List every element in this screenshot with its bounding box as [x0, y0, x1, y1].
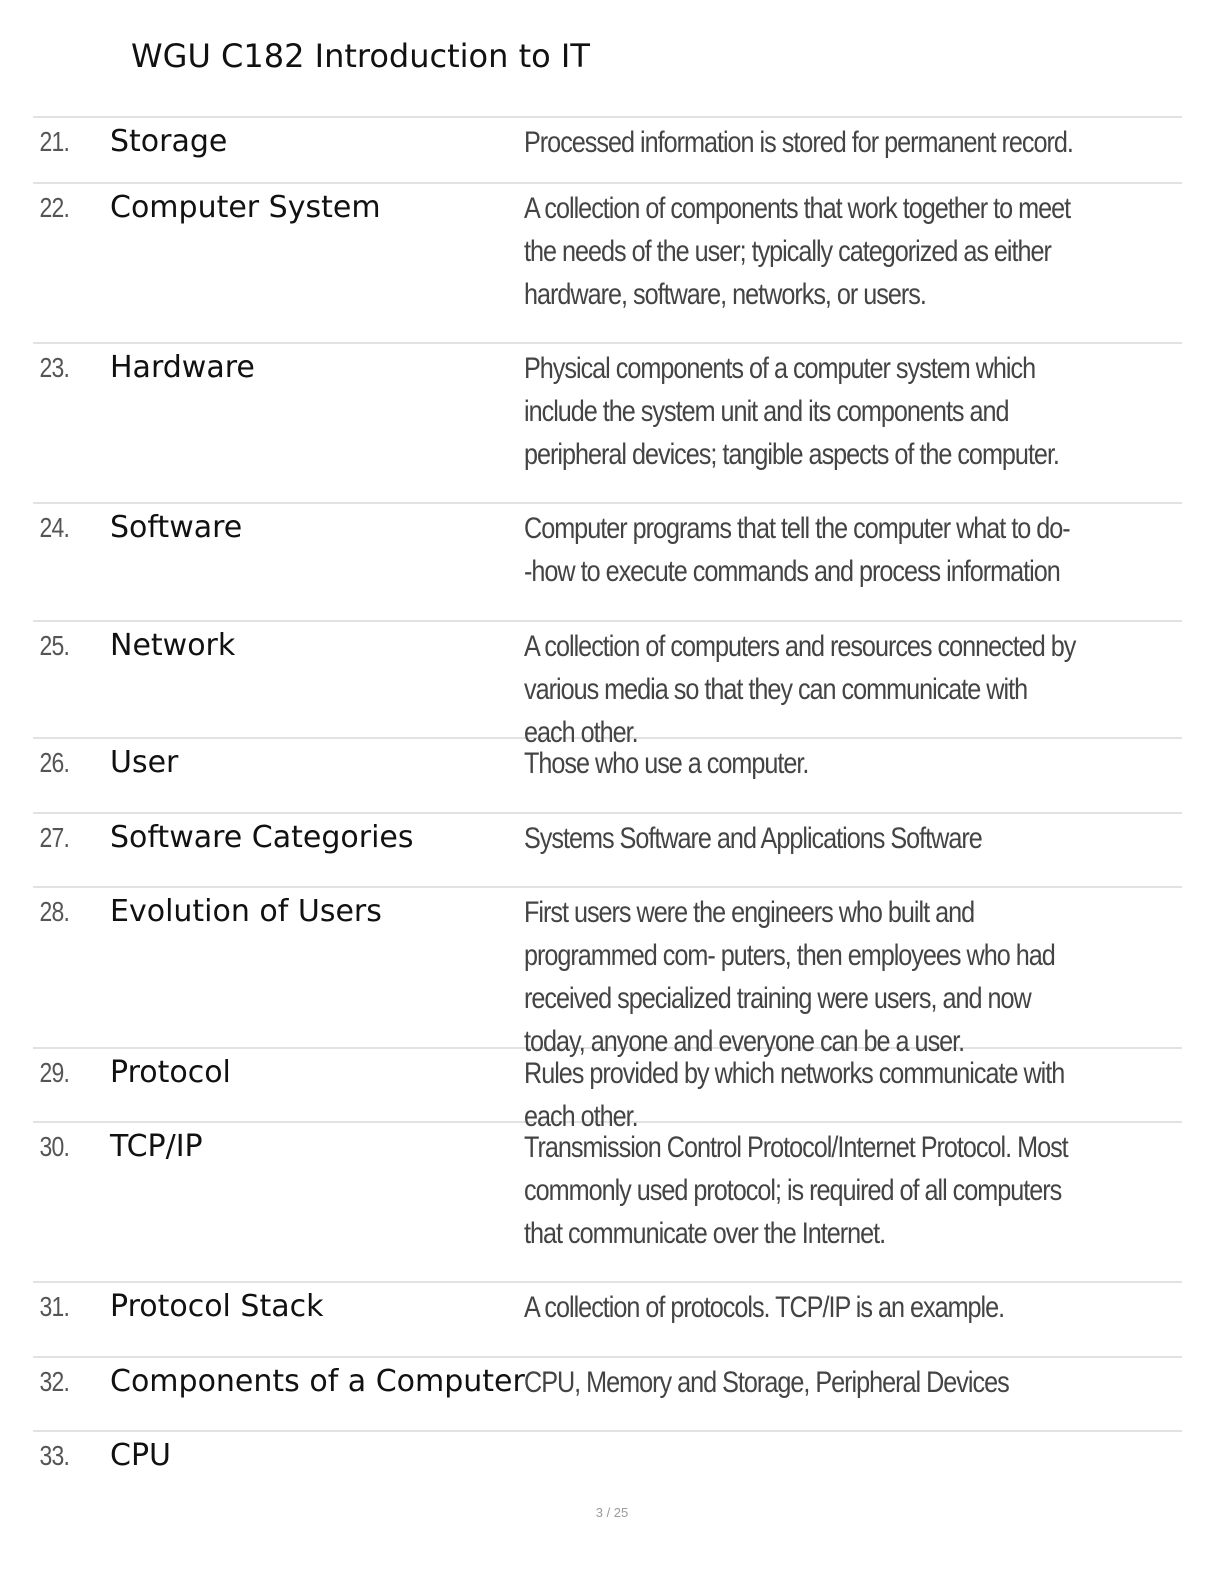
- term-definition: A collection of computers and resources connected by various media so that they can communicate with each other.: [524, 630, 1076, 749]
- term-row: [33, 814, 1182, 888]
- term-row: [33, 504, 1182, 622]
- term-number: 29.: [39, 1057, 70, 1088]
- term-number: 24.: [39, 512, 70, 543]
- term-row: [33, 118, 1182, 184]
- term-number: 23.: [39, 352, 70, 383]
- document-title: WGU C182 Introduction to IT: [131, 37, 590, 75]
- term-name: Network: [110, 628, 236, 663]
- term-number: 30.: [39, 1131, 70, 1162]
- term-definition: Transmission Control Protocol/Internet Protocol. Most commonly used protocol; is required of all computers that communicate over the Internet.: [524, 1131, 1068, 1250]
- term-number: 26.: [39, 747, 70, 778]
- term-number: 22.: [39, 192, 70, 223]
- term-definition: Physical components of a computer system which include the system unit and its components and peripheral devices; tangible aspects of the computer.: [524, 352, 1059, 471]
- term-name: TCP/IP: [110, 1129, 203, 1164]
- term-number: 21.: [39, 126, 70, 157]
- term-number: 31.: [39, 1291, 70, 1322]
- term-name: CPU: [110, 1438, 171, 1473]
- term-definition: A collection of protocols. TCP/IP is an example.: [524, 1291, 1005, 1324]
- term-definition: Those who use a computer.: [524, 747, 809, 780]
- term-definition: First users were the engineers who built and programmed com- puters, then employees who had received specialized training were users, and now today, anyone and everyone can be a user.: [524, 896, 1055, 1058]
- term-name: Software Categories: [110, 820, 414, 855]
- term-name: Components of a Computer: [110, 1364, 525, 1399]
- term-number: 27.: [39, 822, 70, 853]
- term-row: [33, 739, 1182, 814]
- term-name: Protocol: [110, 1055, 231, 1090]
- term-definition: Processed information is stored for permanent record.: [524, 126, 1073, 159]
- term-definition: Rules provided by which networks communicate with each other.: [524, 1057, 1065, 1133]
- term-name: Computer System: [110, 190, 381, 225]
- term-number: 32.: [39, 1366, 70, 1397]
- term-number: 33.: [39, 1440, 70, 1471]
- term-definition: Computer programs that tell the computer what to do--how to execute commands and process information: [524, 512, 1070, 588]
- page-number: 3 / 25: [595, 1505, 629, 1520]
- term-row: [33, 888, 1182, 1058]
- term-name: User: [110, 745, 179, 780]
- term-number: 28.: [39, 896, 70, 927]
- term-name: Storage: [110, 124, 228, 159]
- term-row: [33, 1123, 1182, 1283]
- term-name: Software: [110, 510, 243, 545]
- term-name: Evolution of Users: [110, 894, 382, 929]
- term-row: [33, 344, 1182, 504]
- term-list: [33, 116, 1182, 1498]
- term-definition: [524, 1432, 1077, 1435]
- term-definition: CPU, Memory and Storage, Peripheral Devices: [524, 1366, 1009, 1399]
- term-number: 25.: [39, 630, 70, 661]
- term-definition: Systems Software and Applications Software: [524, 822, 982, 855]
- term-row: [33, 1049, 1182, 1133]
- term-row: [33, 1432, 1182, 1498]
- term-row: [33, 184, 1182, 344]
- term-name: Protocol Stack: [110, 1289, 324, 1324]
- term-row: [33, 1358, 1182, 1432]
- term-row: [33, 1283, 1182, 1358]
- term-definition: A collection of components that work together to meet the needs of the user; typically categorized as either hardware, software, networks, or users.: [524, 192, 1071, 311]
- term-row: [33, 622, 1182, 749]
- term-name: Hardware: [110, 350, 255, 385]
